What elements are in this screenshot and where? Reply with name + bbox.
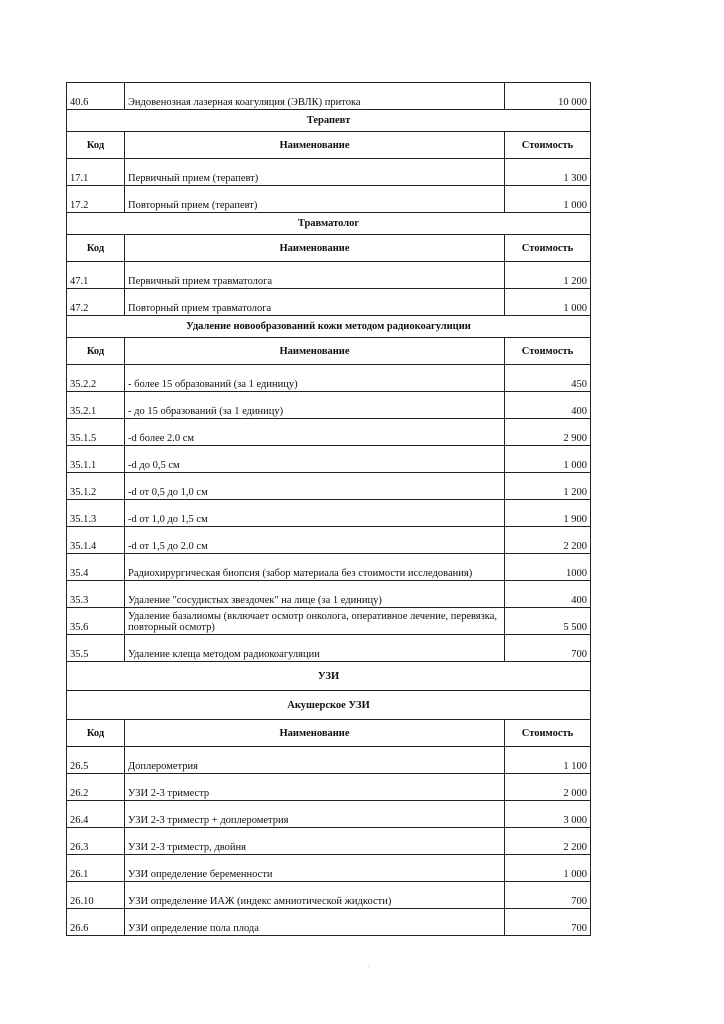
- service-price: 1 200: [505, 262, 591, 289]
- service-code: 17.2: [67, 186, 125, 213]
- service-name: Удаление клеща методом радиокоагуляции: [125, 635, 505, 662]
- table-row: [67, 774, 591, 801]
- service-code: 26.3: [67, 828, 125, 855]
- service-code: 35.2.2: [67, 365, 125, 392]
- service-price: 450: [505, 365, 591, 392]
- service-code: 26.6: [67, 909, 125, 936]
- table-row: [67, 186, 591, 213]
- service-name: Первичный прием травматолога: [125, 262, 505, 289]
- service-price: 5 500: [505, 608, 591, 635]
- service-name: УЗИ 2-3 триместр, двойня: [125, 828, 505, 855]
- table-row: [67, 635, 591, 662]
- service-code: 35.1.1: [67, 446, 125, 473]
- section-row: [67, 110, 591, 132]
- table-row: [67, 828, 591, 855]
- service-name: УЗИ 2-3 триместр + доплерометрия: [125, 801, 505, 828]
- service-code: 35.1.3: [67, 500, 125, 527]
- service-price: 2 200: [505, 527, 591, 554]
- column-header-row: [67, 720, 591, 747]
- table-row: [67, 473, 591, 500]
- column-header-name: Наименование: [125, 132, 505, 159]
- service-code: 47.2: [67, 289, 125, 316]
- section-row: [67, 691, 591, 720]
- service-name: Радиохирургическая биопсия (забор материала без стоимости исследования): [125, 554, 505, 581]
- service-price: 1 000: [505, 186, 591, 213]
- section-title: Травматолог: [67, 213, 591, 235]
- service-code: 35.1.2: [67, 473, 125, 500]
- service-name: -d от 0,5 до 1,0 см: [125, 473, 505, 500]
- service-price: 1 100: [505, 747, 591, 774]
- column-header-name: Наименование: [125, 338, 505, 365]
- service-name: УЗИ определение беременности: [125, 855, 505, 882]
- service-price: 1000: [505, 554, 591, 581]
- service-code: 17.1: [67, 159, 125, 186]
- column-header-code: Код: [67, 235, 125, 262]
- table-row: [67, 909, 591, 936]
- service-name: -d от 1,5 до 2.0 см: [125, 527, 505, 554]
- table-row: [67, 801, 591, 828]
- table-row: [67, 159, 591, 186]
- service-price: 700: [505, 635, 591, 662]
- column-header-code: Код: [67, 132, 125, 159]
- service-price: 400: [505, 392, 591, 419]
- column-header-row: [67, 338, 591, 365]
- section-row: [67, 213, 591, 235]
- service-code: 40.6: [67, 83, 125, 110]
- table-row: [67, 608, 591, 635]
- table-row: [67, 882, 591, 909]
- service-name: Удаление "сосудистых звездочек" на лице (за 1 единицу): [125, 581, 505, 608]
- service-name: - более 15 образований (за 1 единицу): [125, 365, 505, 392]
- section-title: УЗИ: [67, 662, 591, 691]
- service-code: 35.4: [67, 554, 125, 581]
- column-header-name: Наименование: [125, 720, 505, 747]
- table-row: [67, 365, 591, 392]
- table-row: [67, 747, 591, 774]
- column-header-row: [67, 235, 591, 262]
- service-price: 1 000: [505, 289, 591, 316]
- service-name: Повторный прием травматолога: [125, 289, 505, 316]
- service-price: 3 000: [505, 801, 591, 828]
- column-header-row: [67, 132, 591, 159]
- service-price: 2 200: [505, 828, 591, 855]
- table-row: [67, 262, 591, 289]
- table-row: [67, 392, 591, 419]
- service-code: 26.4: [67, 801, 125, 828]
- service-name: -d более 2.0 см: [125, 419, 505, 446]
- service-name: Эндовенозная лазерная коагуляция (ЭВЛК) притока: [125, 83, 505, 110]
- service-price: 1 000: [505, 855, 591, 882]
- table-row: [67, 289, 591, 316]
- column-header-price: Стоимость: [505, 338, 591, 365]
- service-name: Удаление базалиомы (включает осмотр онколога, оперативное лечение, перевязка, повторный осмотр): [125, 608, 505, 635]
- section-row: [67, 316, 591, 338]
- service-name: Повторный прием (терапевт): [125, 186, 505, 213]
- service-price: 1 000: [505, 446, 591, 473]
- service-name: УЗИ определение ИАЖ (индекс амниотической жидкости): [125, 882, 505, 909]
- service-price: 2 000: [505, 774, 591, 801]
- service-code: 26.10: [67, 882, 125, 909]
- table-row: [67, 527, 591, 554]
- service-code: 35.6: [67, 608, 125, 635]
- table-row: [67, 581, 591, 608]
- service-name: УЗИ определение пола плода: [125, 909, 505, 936]
- service-code: 35.5: [67, 635, 125, 662]
- section-row: [67, 662, 591, 691]
- service-code: 35.3: [67, 581, 125, 608]
- price-list-body: [67, 83, 591, 936]
- column-header-price: Стоимость: [505, 132, 591, 159]
- service-name: - до 15 образований (за 1 единицу): [125, 392, 505, 419]
- table-row: [67, 500, 591, 527]
- service-price: 2 900: [505, 419, 591, 446]
- table-row: [67, 83, 591, 110]
- column-header-name: Наименование: [125, 235, 505, 262]
- service-price: 1 900: [505, 500, 591, 527]
- table-row: [67, 554, 591, 581]
- price-list-table: [66, 82, 591, 936]
- table-row: [67, 446, 591, 473]
- service-price: 1 200: [505, 473, 591, 500]
- service-price: 1 300: [505, 159, 591, 186]
- service-price: 10 000: [505, 83, 591, 110]
- service-price: 700: [505, 882, 591, 909]
- service-code: 26.5: [67, 747, 125, 774]
- service-name: УЗИ 2-3 триместр: [125, 774, 505, 801]
- service-code: 35.2.1: [67, 392, 125, 419]
- section-title: Терапевт: [67, 110, 591, 132]
- column-header-code: Код: [67, 338, 125, 365]
- column-header-price: Стоимость: [505, 235, 591, 262]
- service-price: 700: [505, 909, 591, 936]
- column-header-code: Код: [67, 720, 125, 747]
- section-title: Акушерское УЗИ: [67, 691, 591, 720]
- service-code: 35.1.4: [67, 527, 125, 554]
- footer-mark: .: [368, 960, 370, 969]
- table-row: [67, 419, 591, 446]
- service-code: 35.1.5: [67, 419, 125, 446]
- table-row: [67, 855, 591, 882]
- service-code: 26.1: [67, 855, 125, 882]
- service-name: -d от 1,0 до 1,5 см: [125, 500, 505, 527]
- service-code: 26.2: [67, 774, 125, 801]
- service-name: Первичный прием (терапевт): [125, 159, 505, 186]
- service-name: -d до 0,5 см: [125, 446, 505, 473]
- column-header-price: Стоимость: [505, 720, 591, 747]
- section-title: Удаление новообразований кожи методом радиокоагулиции: [67, 316, 591, 338]
- service-code: 47.1: [67, 262, 125, 289]
- service-name: Доплерометрия: [125, 747, 505, 774]
- service-price: 400: [505, 581, 591, 608]
